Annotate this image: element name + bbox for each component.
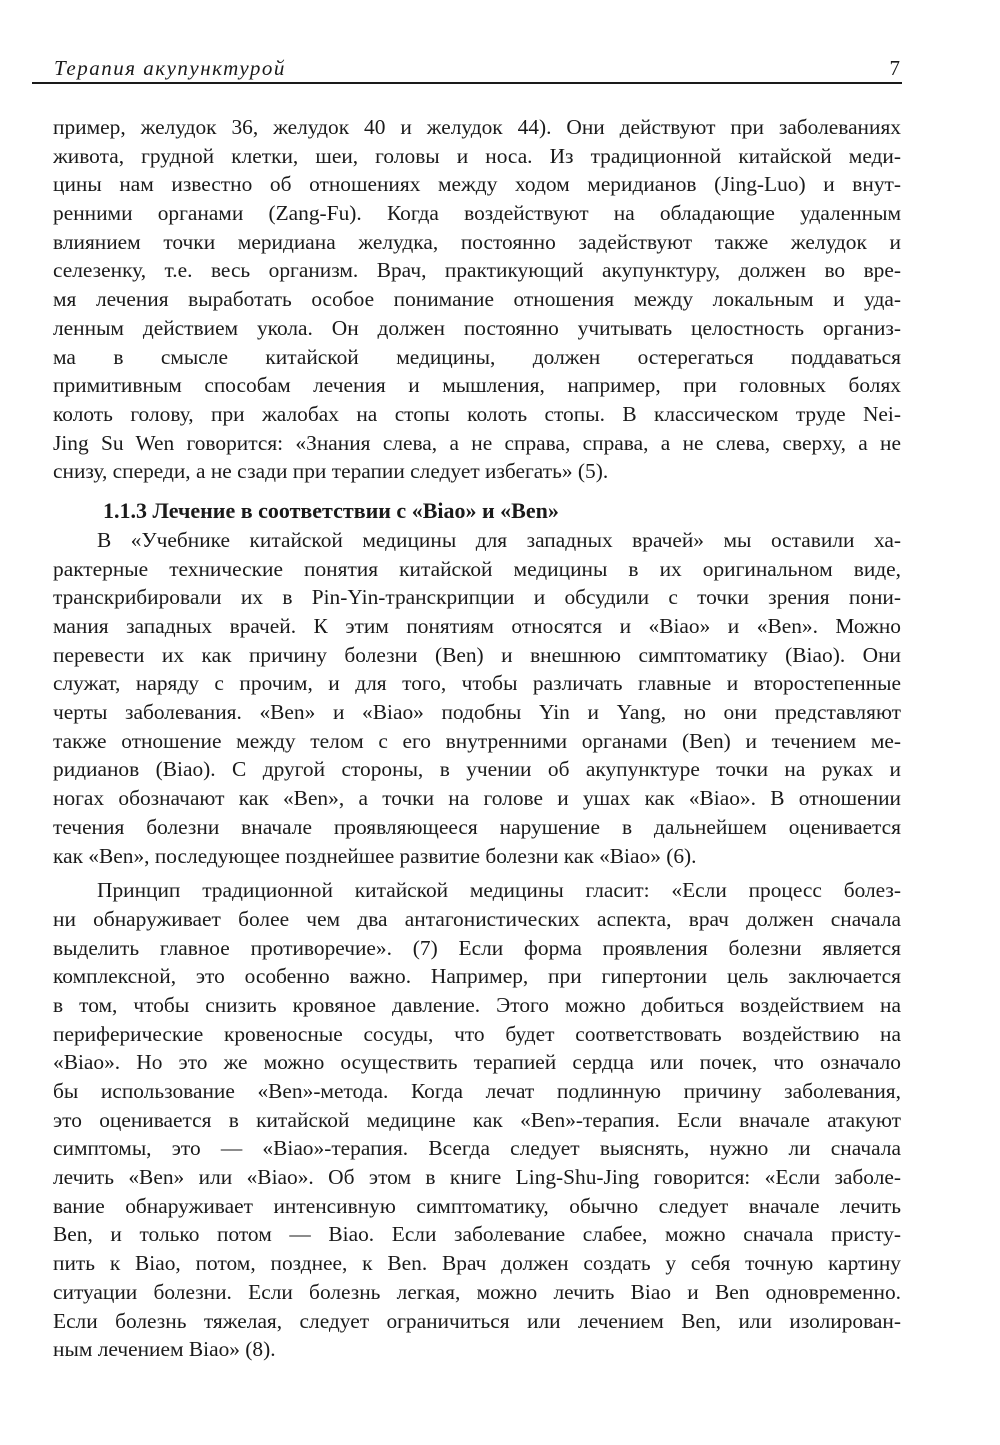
section-heading: 1.1.3 Лечение в соответствии с «Biao» и «Ben» bbox=[103, 497, 559, 523]
paragraph-1 bbox=[53, 113, 901, 486]
text-line: перевести их как причину болезни (Ben) и внешнюю симптоматику (Biao). Они bbox=[53, 642, 901, 667]
text-line: Ben, и только потом — Biao. Если заболевание слабее, можно сначала присту- bbox=[53, 1222, 901, 1247]
text-line: ным лечением Biao» (8). bbox=[53, 1337, 276, 1362]
text-line: влиянием точки меридиана желудка, постоянно задействуют также желудок и bbox=[53, 229, 901, 254]
text-line: «Biao». Но это же можно осуществить терапией сердца или почек, что означало bbox=[53, 1050, 901, 1075]
text-line: примитивным способам лечения и мышления, например, при головных болях bbox=[53, 373, 901, 398]
text-line: ридианов (Biao). С другой стороны, в учении об акупунктуре точки на руках и bbox=[53, 757, 901, 782]
paragraph-2 bbox=[53, 526, 901, 870]
text-line: выделить главное противоречие». (7) Если форма проявления болезни является bbox=[53, 935, 901, 960]
text-line: вание обнаруживает интенсивную симптоматику, обычно следует вначале лечить bbox=[53, 1193, 901, 1218]
text-line: мя лечения выработать особое понимание отношения между локальным и уда- bbox=[53, 287, 901, 312]
running-header bbox=[32, 50, 902, 84]
text-line: ногах обозначают как «Ben», а точки на голове и ушах как «Biao». В отношении bbox=[53, 786, 901, 811]
running-title: Терапия акупунктурой bbox=[54, 56, 286, 80]
text-line: живота, грудной клетки, шеи, головы и носа. Из традиционной китайской меди- bbox=[53, 143, 901, 168]
text-line: рактерные технические понятия китайской медицины в их оригинальном виде, bbox=[53, 556, 901, 581]
text-line: Принцип традиционной китайской медицины гласит: «Если процесс болез- bbox=[97, 878, 901, 903]
paragraph-3 bbox=[53, 876, 901, 1364]
text-line: Если болезнь тяжелая, следует ограничиться или лечением Ben, или изолирован- bbox=[53, 1308, 901, 1333]
page-number: 7 bbox=[889, 56, 900, 80]
text-line: как «Ben», последующее позднейшее развитие болезни как «Biao» (6). bbox=[53, 843, 697, 868]
text-line: ни обнаруживает более чем два антагонистических аспекта, врач должен сначала bbox=[53, 906, 901, 931]
text-line: колоть голову, при жалобах на стопы колоть стопы. В классическом труде Nei- bbox=[53, 401, 901, 426]
text-line: пить к Biao, потом, позднее, к Ben. Врач должен создать у себя точную картину bbox=[53, 1251, 901, 1276]
text-line: в том, чтобы снизить кровяное давление. Этого можно добиться воздействием на bbox=[53, 992, 901, 1017]
text-line: служат, наряду с прочим, и для того, чтобы различать главные и второстепенные bbox=[53, 671, 901, 696]
text-line: цины нам известно об отношениях между ходом меридианов (Jing-Luo) и внут- bbox=[53, 172, 901, 197]
text-line: периферические кровеносные сосуды, что будет соответствовать воздействию на bbox=[53, 1021, 901, 1046]
text-line: ренними органами (Zang-Fu). Когда воздействуют на обладающие удаленным bbox=[53, 201, 901, 226]
text-line: ситуации болезни. Если болезнь легкая, можно лечить Biao и Ben одновременно. bbox=[53, 1279, 901, 1304]
text-line: лечить «Ben» или «Biao». Об этом в книге Ling-Shu-Jing говорится: «Если заболе- bbox=[53, 1165, 901, 1190]
text-line: Jing Su Wen говорится: «Знания слева, а не справа, справа, а не слева, сверху, а не bbox=[53, 430, 901, 455]
text-line: течения болезни вначале проявляющееся нарушение в дальнейшем оценивается bbox=[53, 814, 901, 839]
text-line: пример, желудок 36, желудок 40 и желудок 44). Они действуют при заболеваниях bbox=[53, 115, 901, 139]
text-line: это оценивается в китайской медицине как «Ben»-терапия. Если вначале атакуют bbox=[53, 1107, 901, 1132]
text-line: снизу, спереди, а не сзади при терапии следует избегать» (5). bbox=[53, 459, 609, 484]
text-line: мания западных врачей. К этим понятиям относятся и «Biao» и «Ben». Можно bbox=[53, 614, 901, 638]
text-line: транскрибировали их в Pin-Yin-транскрипции и обсудили с точки зрения пони- bbox=[53, 585, 901, 610]
page-body bbox=[53, 113, 901, 1364]
text-line: бы использование «Ben»-метода. Когда лечат подлинную причину заболевания, bbox=[53, 1079, 901, 1103]
text-line: В «Учебнике китайской медицины для западных врачей» мы оставили ха- bbox=[97, 527, 901, 552]
text-line: ленным действием укола. Он должен постоянно учитывать целостность организ- bbox=[53, 315, 901, 340]
text-line: черты заболевания. «Ben» и «Biao» подобны Yin и Yang, но они представляют bbox=[53, 700, 901, 725]
text-line: симптомы, это — «Biao»-терапия. Всегда следует выяснять, нужно ли сначала bbox=[53, 1136, 901, 1161]
text-line: комплексной, это особенно важно. Например, при гипертонии цель заключается bbox=[53, 964, 901, 989]
text-line: ма в смысле китайской медицины, должен остерегаться поддаваться bbox=[53, 344, 901, 369]
text-line: также отношение между телом с его внутренними органами (Ben) и течением ме- bbox=[53, 728, 901, 753]
text-line: селезенку, т.е. весь организм. Врач, практикующий акупунктуру, должен во вре- bbox=[53, 258, 901, 283]
